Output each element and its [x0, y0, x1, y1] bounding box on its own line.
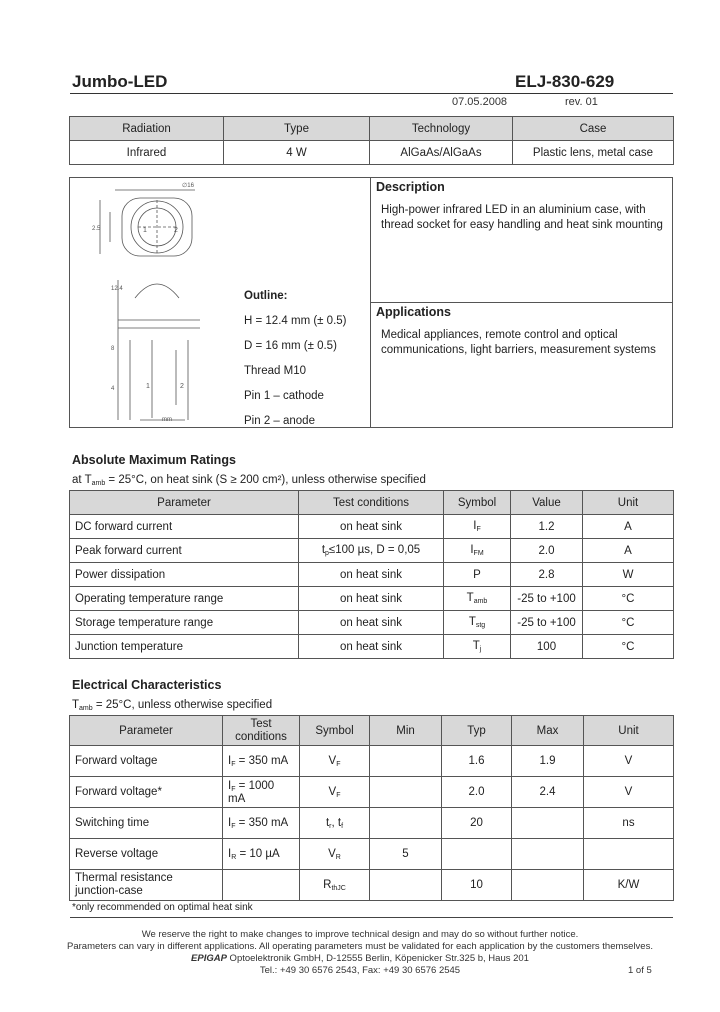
- amr-condition: $t_p\le 100$ µs, D = 0,05: [299, 539, 444, 563]
- footer-contact: Tel.: +49 30 6576 2543, Fax: +49 30 6576 2545: [259, 965, 461, 976]
- ec-header: Test conditions: [223, 716, 300, 746]
- dimension-label: mm: [162, 417, 172, 423]
- summary-table: [69, 116, 674, 165]
- lens-dome: [135, 284, 179, 298]
- amr-row: [70, 539, 674, 563]
- ec-row: [70, 839, 674, 870]
- outline-block: [244, 284, 347, 434]
- ec-min: [370, 870, 442, 901]
- outline-line: Pin 2 – anode: [244, 415, 315, 427]
- part-number: ELJ-830-629: [515, 72, 615, 91]
- document-revision: rev. 01: [565, 96, 598, 108]
- ec-typ: 1.6: [442, 746, 512, 777]
- ec-header: Parameter: [70, 716, 223, 746]
- ec-condition: $I_F = 350$ mA: [223, 746, 300, 777]
- dimension-label: 12.4: [111, 286, 123, 292]
- amr-symbol: $I_F$: [444, 515, 511, 539]
- summary-value: Infrared: [70, 141, 224, 165]
- ec-condition: $I_F = 350$ mA: [223, 808, 300, 839]
- ec-unit: ns: [584, 808, 674, 839]
- outline-line: H = 12.4 mm (± 0.5): [244, 315, 347, 327]
- amr-parameter: Peak forward current: [70, 539, 299, 563]
- ec-parameter: Forward voltage*: [70, 777, 223, 808]
- dimension-label: 2.5: [92, 226, 101, 232]
- ec-max: 1.9: [512, 746, 584, 777]
- amr-symbol: $I_{FM}$: [444, 539, 511, 563]
- amr-condition: on heat sink: [299, 587, 444, 611]
- amr-unit: A: [583, 515, 674, 539]
- ec-symbol: $t_r$, $t_f$: [300, 808, 370, 839]
- ec-parameter: Reverse voltage: [70, 839, 223, 870]
- summary-header: Type: [224, 117, 370, 141]
- outline-drawing: [80, 180, 230, 425]
- pin-label: 1: [146, 383, 150, 390]
- summary-value: AlGaAs/AlGaAs: [370, 141, 513, 165]
- summary-header: Radiation: [70, 117, 224, 141]
- ec-max: [512, 839, 584, 870]
- footnote: *only recommended on optimal heat sink: [72, 902, 253, 913]
- amr-unit: °C: [583, 587, 674, 611]
- amr-subtitle-text: ≥: [230, 474, 237, 486]
- ec-max: 2.4: [512, 777, 584, 808]
- amr-symbol: P: [444, 563, 511, 587]
- ec-max: [512, 808, 584, 839]
- amr-unit: °C: [583, 635, 674, 659]
- ec-typ: 2.0: [442, 777, 512, 808]
- page-number: 1 of 5: [628, 965, 652, 976]
- amr-table: [69, 490, 674, 659]
- pin-label: 2: [180, 383, 184, 390]
- ec-header: Min: [370, 716, 442, 746]
- ec-table: [69, 715, 674, 901]
- amr-row: [70, 635, 674, 659]
- amr-subtitle-sub: amb: [91, 480, 106, 487]
- ec-max: [512, 870, 584, 901]
- amr-row: [70, 515, 674, 539]
- amr-parameter: Operating temperature range: [70, 587, 299, 611]
- amr-condition: on heat sink: [299, 611, 444, 635]
- ec-symbol: $V_F$: [300, 746, 370, 777]
- amr-row: [70, 587, 674, 611]
- footer-rule: [70, 917, 673, 918]
- ec-condition: [223, 870, 300, 901]
- amr-title: Absolute Maximum Ratings: [72, 453, 236, 467]
- amr-parameter: Junction temperature: [70, 635, 299, 659]
- amr-value: 1.2: [511, 515, 583, 539]
- amr-symbol: $T_j$: [444, 635, 511, 659]
- amr-header: Value: [511, 491, 583, 515]
- outline-line: Pin 1 – cathode: [244, 390, 324, 402]
- ec-title: Electrical Characteristics: [72, 678, 222, 692]
- amr-header: Parameter: [70, 491, 299, 515]
- ec-unit: K/W: [584, 870, 674, 901]
- ec-symbol: $R_{thJC}$: [300, 870, 370, 901]
- ec-row: [70, 870, 674, 901]
- amr-value: 2.8: [511, 563, 583, 587]
- company-name: EPIGAP: [191, 953, 227, 964]
- ec-min: 5: [370, 839, 442, 870]
- ec-parameter: Switching time: [70, 808, 223, 839]
- amr-value: 100: [511, 635, 583, 659]
- header-rule: [70, 93, 673, 94]
- ec-row: [70, 777, 674, 808]
- amr-subtitle-text: at T: [72, 474, 92, 486]
- amr-symbol: $T_{amb}$: [444, 587, 511, 611]
- ec-symbol: $V_R$: [300, 839, 370, 870]
- summary-value: 4 W: [224, 141, 370, 165]
- ec-symbol: $V_F$: [300, 777, 370, 808]
- ec-subtitle-text: = 25°C, unless otherwise specified: [92, 699, 273, 711]
- ec-parameter: Thermal resistance junction-case: [70, 870, 223, 901]
- ec-condition: $I_R = 10$ µA: [223, 839, 300, 870]
- footer-address: [0, 953, 720, 964]
- pin-label: 1: [143, 227, 147, 234]
- ec-subtitle: [72, 699, 272, 712]
- ec-header: Symbol: [300, 716, 370, 746]
- ec-min: [370, 746, 442, 777]
- amr-unit: °C: [583, 611, 674, 635]
- pin-label: 2: [174, 227, 178, 234]
- ec-row: [70, 808, 674, 839]
- ec-min: [370, 777, 442, 808]
- ec-typ: [442, 839, 512, 870]
- amr-value: -25 to +100: [511, 587, 583, 611]
- summary-value: Plastic lens, metal case: [513, 141, 674, 165]
- ec-unit: V: [584, 746, 674, 777]
- ec-unit: V: [584, 777, 674, 808]
- footer-address-text: Optoelektronik GmbH, D-12555 Berlin, Köpenicker Str.325 b, Haus 201: [226, 953, 529, 964]
- info-box-divider: [370, 302, 672, 303]
- amr-unit: W: [583, 563, 674, 587]
- document-title: Jumbo-LED: [72, 72, 168, 91]
- amr-subtitle: [72, 474, 426, 487]
- amr-subtitle-text: = 25°C, on heat sink (S: [105, 474, 231, 486]
- applications-title: Applications: [376, 305, 452, 319]
- amr-header: Test conditions: [299, 491, 444, 515]
- footer-disclaimer: We reserve the right to make changes to improve technical design and may do so without further notice.: [141, 929, 579, 940]
- amr-row: [70, 563, 674, 587]
- amr-value: 2.0: [511, 539, 583, 563]
- amr-row: [70, 611, 674, 635]
- ec-header: Typ: [442, 716, 512, 746]
- amr-condition: on heat sink: [299, 515, 444, 539]
- ec-unit: [584, 839, 674, 870]
- ec-typ: 20: [442, 808, 512, 839]
- ec-min: [370, 808, 442, 839]
- amr-value: -25 to +100: [511, 611, 583, 635]
- outline-line: Thread M10: [244, 365, 307, 377]
- amr-condition: on heat sink: [299, 635, 444, 659]
- ec-row: [70, 746, 674, 777]
- amr-subtitle-text: 200 cm²), unless otherwise specified: [236, 474, 426, 486]
- amr-parameter: Storage temperature range: [70, 611, 299, 635]
- summary-header: Technology: [370, 117, 513, 141]
- amr-unit: A: [583, 539, 674, 563]
- ec-header: Unit: [584, 716, 674, 746]
- ec-parameter: Forward voltage: [70, 746, 223, 777]
- outline-title: Outline:: [244, 290, 288, 302]
- amr-parameter: Power dissipation: [70, 563, 299, 587]
- outline-line: D = 16 mm (± 0.5): [244, 340, 337, 352]
- dimension-label: ∅16: [182, 183, 194, 189]
- applications-text: Medical appliances, remote control and optical communications, light barriers, measurement systems: [381, 329, 656, 356]
- amr-header: Symbol: [444, 491, 511, 515]
- description-title: Description: [376, 180, 445, 194]
- dimension-label: 4: [111, 386, 115, 392]
- amr-parameter: DC forward current: [70, 515, 299, 539]
- amr-condition: on heat sink: [299, 563, 444, 587]
- ec-header: Max: [512, 716, 584, 746]
- description-text: High-power infrared LED in an aluminium case, with thread socket for easy handling and heat sink mounting: [381, 204, 663, 231]
- summary-header: Case: [513, 117, 674, 141]
- ec-subtitle-sub: amb: [79, 705, 93, 712]
- footer-disclaimer: Parameters can vary in different applications. All operating parameters must be validated for each application by the customers themselves.: [67, 941, 653, 952]
- amr-symbol: $T_{stg}$: [444, 611, 511, 635]
- ec-typ: 10: [442, 870, 512, 901]
- amr-header: Unit: [583, 491, 674, 515]
- ec-subtitle-text: T: [72, 699, 80, 711]
- ec-condition: $I_F = 1000$ mA: [223, 777, 300, 808]
- dimension-label: 8: [111, 346, 115, 352]
- document-date: 07.05.2008: [452, 96, 508, 108]
